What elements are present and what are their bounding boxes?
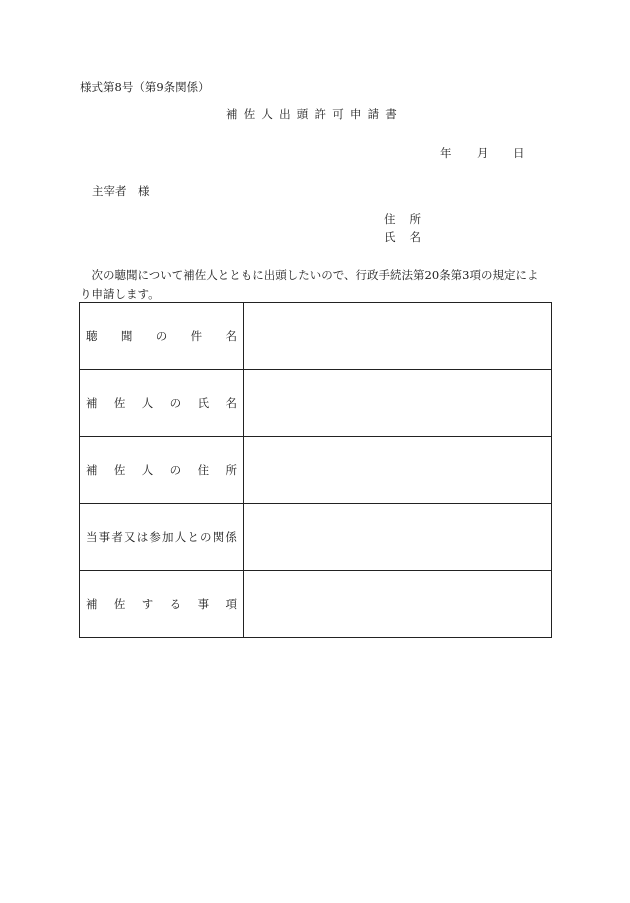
table-row (80, 437, 552, 504)
row-label-char: 人 (141, 463, 154, 477)
row-label-char: る (169, 597, 182, 611)
row-value-field[interactable] (244, 437, 552, 504)
row-label-char: 件 (190, 329, 203, 343)
row-label-char: す (141, 597, 154, 611)
recipient: 主宰者 様 (92, 184, 150, 198)
form-number: 様式第8号（第9条関係） (80, 80, 210, 94)
row-label-cell (80, 370, 244, 437)
row-label-char: 補 (86, 463, 98, 477)
row-label-char: 所 (225, 463, 237, 477)
table-row (80, 303, 552, 370)
row-label-char: 又 (124, 530, 136, 544)
row-label-char: の (169, 396, 182, 410)
name-char: 氏 (384, 230, 396, 244)
date-day-label: 日 (513, 146, 525, 160)
row-label-char: 事 (98, 530, 111, 544)
row-label-char: の (155, 329, 168, 343)
row-label-char: 参 (149, 530, 161, 544)
row-label-char: 佐 (113, 463, 126, 477)
row-label-char: 佐 (113, 597, 126, 611)
address-char: 所 (409, 212, 421, 226)
row-label-cell (80, 571, 244, 638)
row-label (86, 596, 237, 612)
row-label-char: 項 (225, 597, 237, 611)
row-label-char: 者 (111, 530, 123, 544)
statement-line: 次の聴聞について補佐人とともに出頭したいので、行政手続法第20条第3項の規定によ (80, 268, 539, 282)
address-char: 住 (384, 212, 396, 226)
row-value-field[interactable] (244, 303, 552, 370)
date-month-label: 月 (477, 146, 489, 160)
row-label-char: 係 (225, 530, 237, 544)
row-label-cell (80, 437, 244, 504)
row-label-char: 住 (197, 463, 210, 477)
row-value-field[interactable] (244, 504, 552, 571)
row-label-char: 佐 (113, 396, 126, 410)
applicant-address-label (384, 214, 421, 226)
row-label (86, 328, 237, 344)
row-label-char: 聞 (120, 329, 133, 343)
row-label-char: は (136, 530, 149, 544)
request-statement (80, 266, 552, 304)
row-label-char: の (200, 530, 212, 544)
date-line (440, 148, 525, 160)
row-label-char: 人 (141, 396, 154, 410)
table-row (80, 571, 552, 638)
row-label-char: 加 (162, 530, 174, 544)
row-label (86, 395, 237, 411)
row-label-char: の (169, 463, 182, 477)
row-label-cell (80, 303, 244, 370)
table-row (80, 504, 552, 571)
row-label-cell (80, 504, 244, 571)
row-label-char: 名 (225, 396, 237, 410)
date-year-label: 年 (440, 146, 452, 160)
row-label-char: 氏 (197, 396, 210, 410)
statement-line: り申請します。 (80, 287, 160, 301)
row-label-char: 補 (86, 597, 98, 611)
row-label-char: 事 (197, 597, 210, 611)
row-label (86, 529, 237, 545)
row-label-char: と (187, 530, 199, 544)
row-value-field[interactable] (244, 571, 552, 638)
row-label-char: 人 (174, 530, 187, 544)
applicant-name-label (384, 232, 421, 244)
application-table (79, 302, 552, 638)
row-label-char: 補 (86, 396, 98, 410)
row-label (86, 462, 237, 478)
row-label-char: 当 (86, 530, 98, 544)
row-label-char: 聴 (86, 329, 98, 343)
row-label-char: 関 (212, 530, 225, 544)
table-row (80, 370, 552, 437)
form-title: 補佐人出頭許可申請書 (226, 107, 403, 121)
row-label-char: 名 (225, 329, 237, 343)
name-char: 名 (409, 230, 421, 244)
row-value-field[interactable] (244, 370, 552, 437)
